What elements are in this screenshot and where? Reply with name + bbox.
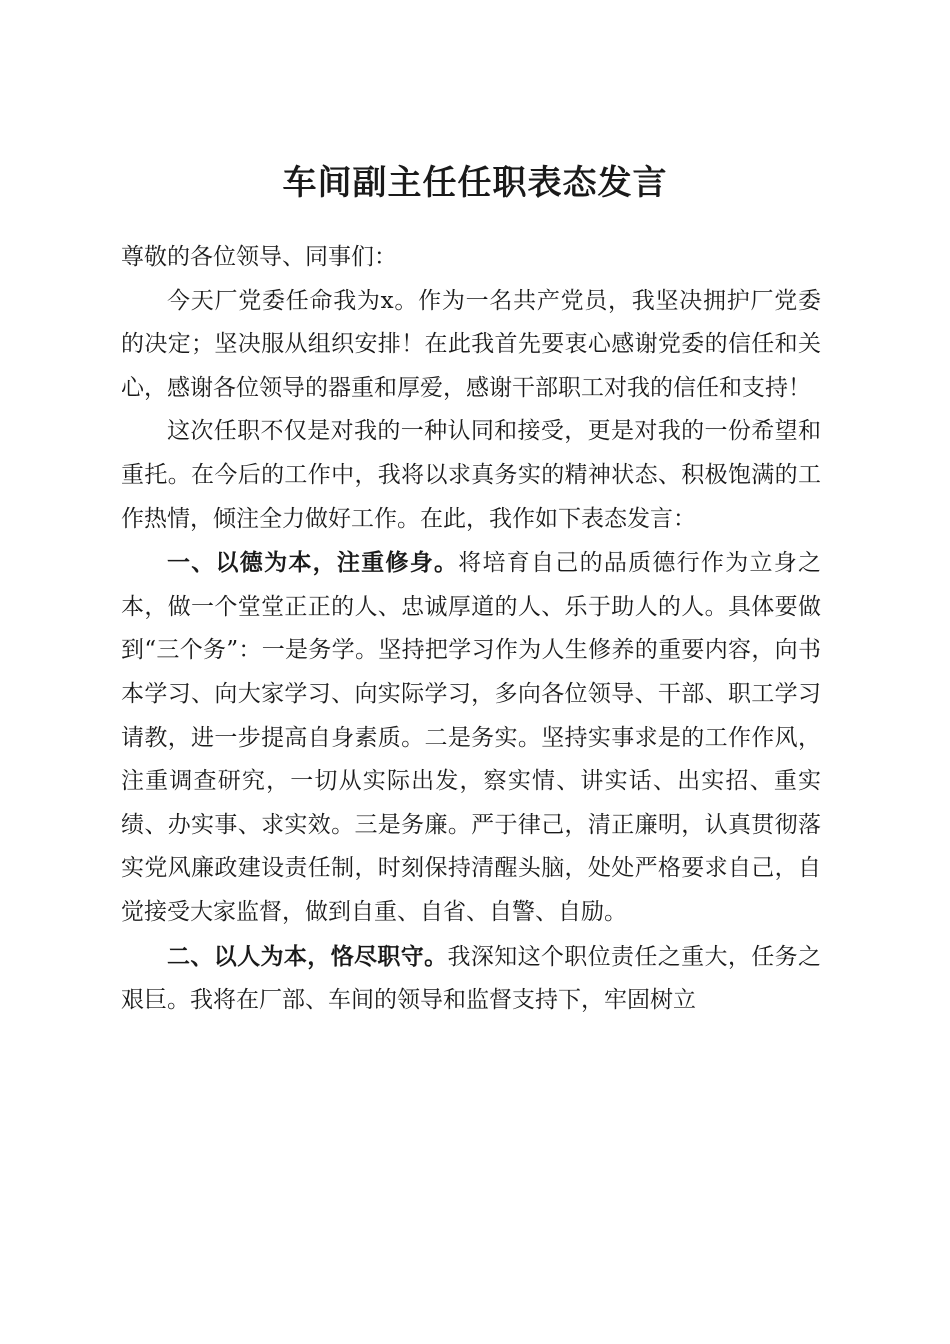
paragraph-text: 这次任职不仅是对我的一种认同和接受，更是对我的一份希望和重托。在今后的工作中，我将以求真务实的精神状态、积极饱满的工作热情，倾注全力做好工作。在此，我作如下表态发言： <box>121 418 821 532</box>
salutation: 尊敬的各位领导、同事们： <box>121 244 397 270</box>
paragraph-4 <box>121 935 821 1023</box>
paragraph-2 <box>121 410 821 541</box>
paragraph-1 <box>121 280 821 411</box>
section-heading: 一、以德为本，注重修身。 <box>167 549 459 577</box>
paragraph-text: 今天厂党委任命我为x。作为一名共产党员，我坚决拥护厂党委的决定；坚决服从组织安排！在此我首先要衷心感谢党委的信任和关心，感谢各位领导的器重和厚爱，感谢干部职工对我的信任和支持！ <box>121 287 821 401</box>
document-body <box>121 236 821 1023</box>
paragraph-text: 我深知这个职位责任之重大，任务之艰巨。我将在厂部、车间的领导和监督支持下，牢固树立 <box>121 943 822 1014</box>
paragraph-3 <box>121 541 821 934</box>
paragraph-text: 将培育自己的品质德行作为立身之本，做一个堂堂正正的人、忠诚厚道的人、乐于助人的人。具体要做到“三个务”：一是务学。坚持把学习作为人生修养的重要内容，向书本学习、向大家学习、向实际学习，多向各位领导、干部、职工学习请教，进一步提高自身素质。二是务实。坚持实事求是的工作作风，注重调查研究，一切从实际出发，察实情、讲实话、出实招、重实绩、办实事、求实效。三是务廉。严于律己，清正廉明，认真贯彻落实党风廉政建设责任制，时刻保持清醒头脑，处处严格要求自己，自觉接受大家监督，做到自重、自省、自警、自励。 <box>121 550 822 925</box>
section-heading: 二、以人为本，恪尽职守。 <box>167 942 448 970</box>
document-title: 车间副主任任职表态发言 <box>282 162 668 203</box>
